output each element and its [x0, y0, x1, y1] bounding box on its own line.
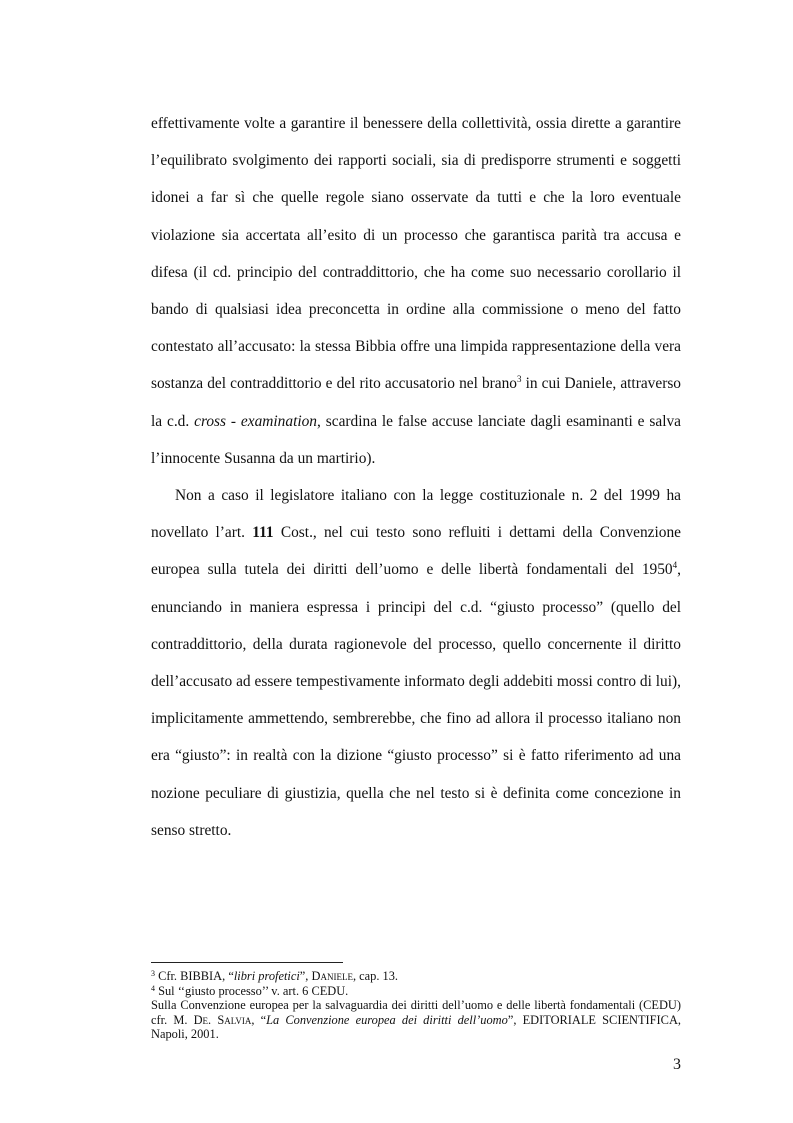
footnote-3: $^3$ Cfr. BIBBIA, “libri profetici”, Daniele, cap. 13. [151, 969, 399, 983]
paragraph-1: effettivamente volte a garantire il benessere della collettività, ossia dirette a garantire l’equilibrato svolgimento dei rapporti sociali, sia di predisporre strumenti e soggetti idonei a far sì che quelle regole siano osservate da tutti e che la loro eventuale violazione sia accertata all’esito di un processo che garantisca parità tra accusa e difesa (il cd. principio del contraddittorio, che ha come suo necessario corollario il bando di qualsiasi idea preconcetta in ordine alla commissione o meno del fatto contestato all’accusato: la stessa Bibbia offre una limpida rappresentazione della vera sostanza del contraddittorio e del rito accusatorio nel brano$^3$ in cui Daniele, attraverso la c.d. cross - examination, scardina le false accuse lanciate dagli esaminanti e salva l’innocente Susanna da un martirio). [151, 115, 682, 467]
italic-term: cross - examination [194, 412, 318, 430]
footnote-ref-4: 4 [672, 560, 678, 571]
footnote-separator [151, 962, 343, 963]
article-number: 111 [252, 524, 274, 542]
main-text [151, 105, 681, 849]
page-number: 3 [673, 1056, 681, 1073]
footnote-ref-3: 3 [517, 374, 522, 385]
paragraph-2: Non a caso il legislatore italiano con la legge costituzionale n. 2 del 1999 ha novellato l’art. 111 Cost., nel cui testo sono refluiti i dettami della Convenzione europea sulla tutela dei diritti dell’uomo e delle libertà fondamentali del 1950$^4$, enunciando in maniera espressa i principi del c.d. “giusto processo” (quello del contraddittorio, della durata ragionevole del processo, quello concernente il diritto dell’accusato ad essere tempestivamente informato degli addebiti mossi contro di lui), implicitamente ammettendo, sembrerebbe, che fino ad allora il processo italiano non era “giusto”: in realtà con la dizione “giusto processo” si è fatto riferimento ad una nozione peculiare di giustizia, quella che nel testo si è definita come concezione in senso stretto. [151, 487, 682, 839]
footnote-4: $^4$ Sul ‘‘giusto processo’’ v. art. 6 CEDU. [151, 983, 349, 998]
footnotes [151, 969, 681, 1042]
footnote-4-continued: Sulla Convenzione europea per la salvaguardia dei diritti dell’uomo e delle libertà fondamentali (CEDU) cfr. M. De. Salvia, “La Convenzione europea dei diritti dell’uomo”, EDITORIALE SCIENTIFICA, Napoli, 2001. [151, 998, 681, 1042]
